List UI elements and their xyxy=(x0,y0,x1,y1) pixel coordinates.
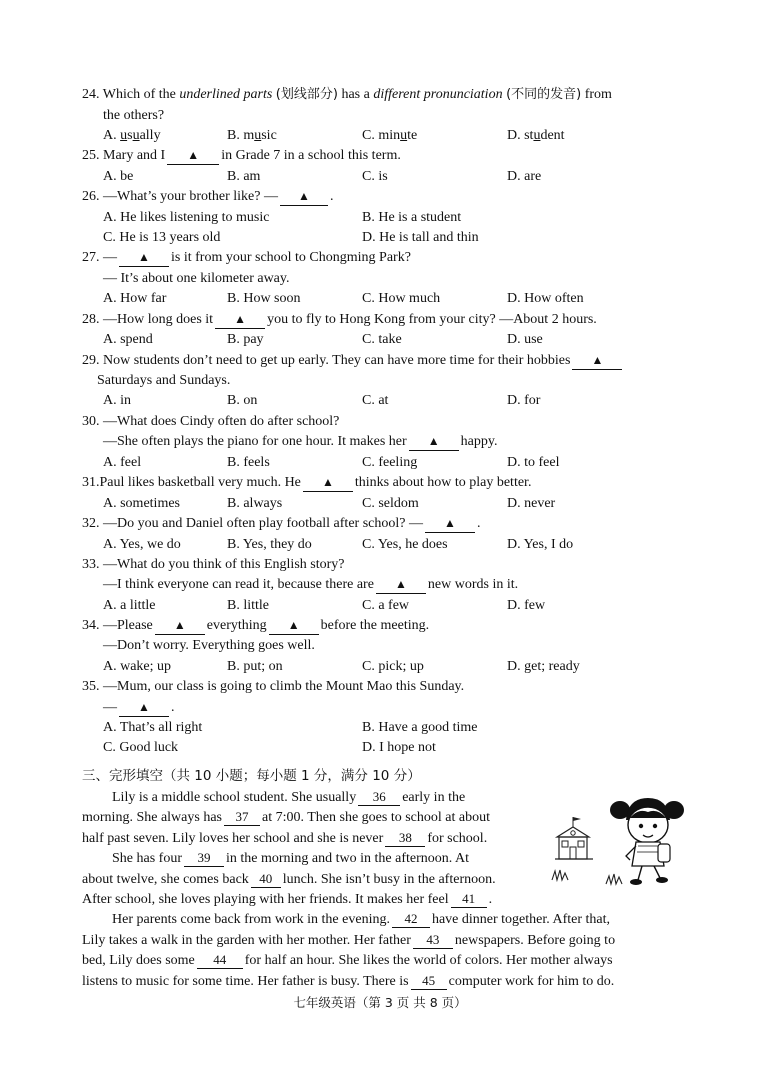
option-35-c: C. Good luck xyxy=(103,740,179,755)
blank-29[interactable]: ▲ xyxy=(572,352,622,370)
blank-41[interactable]: 41 xyxy=(451,891,487,908)
option-29-c: C. at xyxy=(362,393,389,408)
passage-line-6: After school, she loves playing with her friends. It makes her feel 41 . xyxy=(82,891,493,907)
option-31-d: D. never xyxy=(507,496,556,511)
option-24-d: D. student xyxy=(507,128,565,143)
blank-27[interactable]: ▲ xyxy=(119,249,169,267)
page-footer: 七年级英语（第 3 页 共 8 页） xyxy=(293,995,467,1010)
option-25-c: C. is xyxy=(362,169,388,184)
option-30-b: B. feels xyxy=(227,455,270,470)
blank-28[interactable]: ▲ xyxy=(215,311,265,329)
question-24: 24. Which of the underlined parts (划线部分) has a different pronunciation (不同的发音) from xyxy=(82,87,612,102)
school-building-icon xyxy=(553,815,603,863)
option-29-b: B. on xyxy=(227,393,258,408)
passage-line-5: about twelve, she comes back 40 lunch. She isn’t busy in the afternoon. xyxy=(82,871,496,887)
option-27-b: B. How soon xyxy=(227,291,301,306)
blank-34-2[interactable]: ▲ xyxy=(269,617,319,635)
option-35-a: A. That’s all right xyxy=(103,720,203,735)
option-31-b: B. always xyxy=(227,496,283,511)
option-27-d: D. How often xyxy=(507,291,584,306)
question-35: 35. —Mum, our class is going to climb the Mount Mao this Sunday. xyxy=(82,679,465,694)
option-30-c: C. feeling xyxy=(362,455,418,470)
option-31-a: A. sometimes xyxy=(103,496,180,511)
passage-line-9: bed, Lily does some 44 for half an hour. She likes the world of colors. Her mother always xyxy=(82,952,613,968)
question-27-answer: — It’s about one kilometer away. xyxy=(103,271,290,286)
option-30-d: D. to feel xyxy=(507,455,560,470)
passage-line-3: half past seven. Lily loves her school and she is never 38 for school. xyxy=(82,830,488,846)
option-34-d: D. get; ready xyxy=(507,659,580,674)
option-34-a: A. wake; up xyxy=(103,659,172,674)
option-27-a: A. How far xyxy=(103,291,167,306)
passage-line-2: morning. She always has 37 at 7:00. Then she goes to school at about xyxy=(82,809,490,825)
passage-line-8: Lily takes a walk in the garden with her mother. Her father 43 newspapers. Before going to xyxy=(82,932,616,948)
option-27-c: C. How much xyxy=(362,291,441,306)
blank-33[interactable]: ▲ xyxy=(376,576,426,594)
blank-42[interactable]: 42 xyxy=(392,911,430,928)
option-32-d: D. Yes, I do xyxy=(507,537,574,552)
option-26-d: D. He is tall and thin xyxy=(362,230,479,245)
question-32: 32. —Do you and Daniel often play football after school? — ▲ . xyxy=(82,516,481,531)
blank-44[interactable]: 44 xyxy=(197,952,243,969)
option-28-c: C. take xyxy=(362,332,402,347)
blank-32[interactable]: ▲ xyxy=(425,515,475,533)
question-28: 28. —How long does it ▲ you to fly to Hong Kong from your city? —About 2 hours. xyxy=(82,312,597,327)
passage-line-7: Her parents come back from work in the evening. 42 have dinner together. After that, xyxy=(112,911,611,927)
option-24-a: A. usually xyxy=(103,128,161,143)
question-30-answer: —She often plays the piano for one hour. It makes her ▲ happy. xyxy=(103,434,498,449)
option-29-d: D. for xyxy=(507,393,541,408)
option-25-b: B. am xyxy=(227,169,261,184)
blank-39[interactable]: 39 xyxy=(184,850,224,867)
option-26-a: A. He likes listening to music xyxy=(103,210,270,225)
option-30-a: A. feel xyxy=(103,455,142,470)
girl-illustration-icon xyxy=(608,790,688,890)
question-24-cont: the others? xyxy=(103,108,165,123)
option-32-b: B. Yes, they do xyxy=(227,537,312,552)
question-30: 30. —What does Cindy often do after school? xyxy=(82,414,340,429)
question-34: 34. —Please ▲ everything ▲ before the meeting. xyxy=(82,618,430,633)
blank-31[interactable]: ▲ xyxy=(303,474,353,492)
option-33-c: C. a few xyxy=(362,598,410,613)
question-25: 25. Mary and I ▲ in Grade 7 in a school this term. xyxy=(82,148,401,163)
blank-43[interactable]: 43 xyxy=(413,932,453,949)
blank-30[interactable]: ▲ xyxy=(409,433,459,451)
blank-40[interactable]: 40 xyxy=(251,871,281,888)
option-26-c: C. He is 13 years old xyxy=(103,230,221,245)
blank-45[interactable]: 45 xyxy=(411,973,447,990)
option-26-b: B. He is a student xyxy=(362,210,462,225)
option-24-b: B. music xyxy=(227,128,277,143)
question-34-answer: —Don’t worry. Everything goes well. xyxy=(103,638,315,653)
blank-38[interactable]: 38 xyxy=(385,830,425,847)
blank-34-1[interactable]: ▲ xyxy=(155,617,205,635)
passage-line-4: She has four 39 in the morning and two in the afternoon. At xyxy=(112,850,470,866)
option-28-a: A. spend xyxy=(103,332,153,347)
blank-25[interactable]: ▲ xyxy=(167,147,219,165)
option-32-a: A. Yes, we do xyxy=(103,537,181,552)
question-27: 27. — ▲ is it from your school to Chongming Park? xyxy=(82,250,411,265)
blank-37[interactable]: 37 xyxy=(224,809,260,826)
option-33-d: D. few xyxy=(507,598,546,613)
question-26: 26. —What’s your brother like? — ▲ . xyxy=(82,189,334,204)
option-29-a: A. in xyxy=(103,393,131,408)
blank-35[interactable]: ▲ xyxy=(119,699,169,717)
blank-36[interactable]: 36 xyxy=(358,789,400,806)
section-3-title: 三、完形填空（共 10 小题；每小题 1 分，满分 10 分） xyxy=(82,768,421,784)
question-29: 29. Now students don’t need to get up early. They can have more time for their hobbies ▲ xyxy=(82,352,624,370)
question-35-answer: — ▲ . xyxy=(103,700,175,715)
question-33: 33. —What do you think of this English story? xyxy=(82,557,345,572)
option-28-b: B. pay xyxy=(227,332,264,347)
option-34-b: B. put; on xyxy=(227,659,283,674)
question-33-answer: —I think everyone can read it, because there are ▲ new words in it. xyxy=(103,577,519,592)
option-24-c: C. minute xyxy=(362,128,418,143)
grass-icon xyxy=(550,868,572,882)
passage-line-1: Lily is a middle school student. She usually 36 early in the xyxy=(112,789,466,805)
passage-line-10: listens to music for some time. Her father is busy. There is 45 computer work for him to do. xyxy=(82,973,615,989)
option-35-b: B. Have a good time xyxy=(362,720,478,735)
option-33-b: B. little xyxy=(227,598,269,613)
option-25-a: A. be xyxy=(103,169,134,184)
question-31: 31.Paul likes basketball very much. He ▲ thinks about how to play better. xyxy=(82,475,532,490)
blank-26[interactable]: ▲ xyxy=(280,188,328,206)
option-31-c: C. seldom xyxy=(362,496,419,511)
option-28-d: D. use xyxy=(507,332,543,347)
option-25-d: D. are xyxy=(507,169,542,184)
option-33-a: A. a little xyxy=(103,598,156,613)
option-32-c: C. Yes, he does xyxy=(362,537,448,552)
question-29-cont: Saturdays and Sundays. xyxy=(97,373,231,388)
option-35-d: D. I hope not xyxy=(362,740,436,755)
option-34-c: C. pick; up xyxy=(362,659,424,674)
